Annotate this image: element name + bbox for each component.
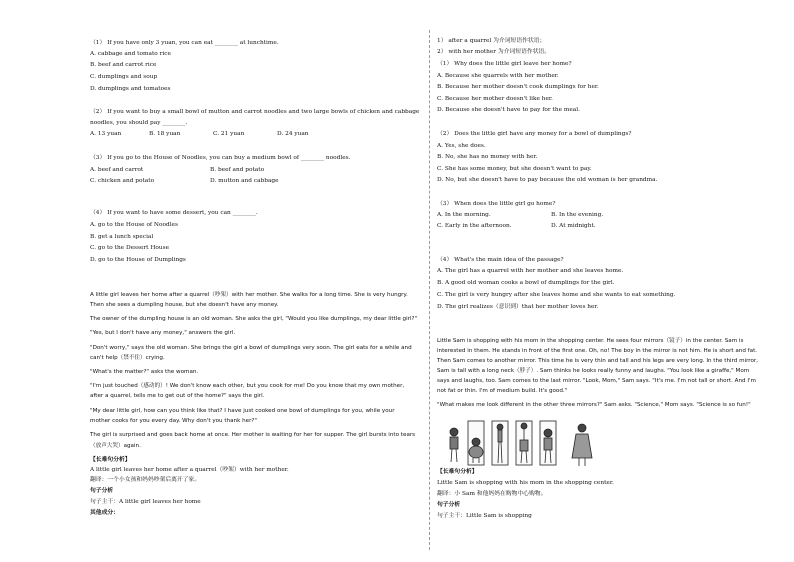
mirror-short-fat [468, 421, 484, 465]
question-1-stem: （1） Why does the little girl leave her home? [437, 61, 572, 67]
option-c: C. She has some money, but she doesn't want to pay. [437, 166, 592, 172]
analysis-heading: 【长难句分析】 [437, 469, 478, 475]
analysis-label: 句子分析 [90, 488, 114, 494]
option-d: D. The girl realizes（意识到）that her mother loves her. [437, 304, 599, 310]
mirror-thin-tall [492, 421, 508, 465]
option-c: C. Because her mother doesn't like her. [437, 96, 553, 102]
story-line: after a quarrel, tells me to get out of the home?" says the girl. [90, 393, 265, 399]
question-4-stem: （4） If you want to have some dessert, you can ________. [90, 210, 258, 216]
option-c: C. 21 yuan [213, 131, 245, 137]
mirror-normal [540, 421, 556, 465]
option-b: B. Because her mother doesn't cook dumplings for her. [437, 84, 599, 90]
option-b: B. beef and potato [210, 167, 265, 173]
story-line: The owner of the dumpling house is an old woman. She asks the girl, "Would you like dumplings, my dear little girl?" [90, 316, 418, 322]
option-d: D. At midnight. [551, 223, 596, 229]
story-line: "What's the matter?" asks the woman. [90, 369, 199, 375]
option-a: A. 13 yuan [90, 131, 122, 137]
option-b: B. 18 yuan [149, 131, 181, 137]
mirrors-illustration [442, 418, 612, 470]
option-b: B. A good old woman cooks a bowl of dumplings for the girl. [437, 280, 615, 286]
story-line: "Yes, but I don't have any money," answers the girl. [90, 330, 236, 336]
analysis-main: 句子主干：A little girl leaves her home [90, 499, 201, 505]
option-c: C. dumplings and soup [90, 74, 158, 80]
analysis-main: 句子主干：Little Sam is shopping [437, 513, 532, 519]
option-d: D. Because she doesn't have to pay for the meal. [437, 107, 580, 113]
story-line: can't help（禁不住）crying. [90, 355, 165, 361]
option-a: A. The girl has a quarrel with her mother and she leaves home. [437, 268, 624, 274]
question-2-stem: （2） Does the little girl have any money for a bowl of dumplings? [437, 131, 632, 137]
option-a: A. Because she quarrels with her mother. [437, 73, 559, 79]
story-line: "I'm just touched（感动的）! We don't know each other, but you cook for me! Do you know that my own mother, [90, 383, 405, 389]
option-c: C. Early in the afternoon. [437, 223, 512, 229]
column-divider [429, 30, 430, 550]
analysis-label: 句子分析 [437, 502, 461, 508]
question-1-stem: （1） If you have only 3 yuan, you can eat ________ at lunchtime. [90, 40, 279, 46]
option-d: D. No, but she doesn't have to pay because the old woman is her grandma. [437, 177, 658, 183]
option-c: C. The girl is very hungry after she leaves home and she wants to eat something. [437, 292, 676, 298]
analysis-other: 其他成分： [90, 510, 119, 516]
option-a: A. Yes, she does. [437, 143, 486, 149]
option-a: A. beef and carrot [90, 167, 144, 173]
option-d: D. go to the House of Dumplings [90, 257, 186, 263]
question-3-stem: （3） When does the little girl go home? [437, 201, 556, 207]
question-2-stem: （2） If you want to buy a small bowl of mutton and carrot noodles and two large bowls of chicken and cabbage [90, 109, 420, 115]
analysis-translation: 翻译：小 Sam 和他妈妈在购物中心购物。 [437, 491, 547, 497]
analysis-sentence: A little girl leaves her home after a quarrel（吵架）with her mother. [90, 467, 289, 473]
story-line: The girl is surprised and goes back home at once. Her mother is waiting for her for supper. The girl bursts into tears [90, 432, 416, 438]
story-line: Then she sees a dumpling house, but she doesn't have any money. [90, 302, 279, 308]
story-line: says and laughs, too. Sam comes to the last mirror. "Look, Mom," Sam says. "It's me. I'm not tall or short. And I'm [437, 378, 756, 384]
story-line: "What makes me look different in the other three mirrors?" Sam asks. "Science," Mom says. "Science is so fun!" [437, 402, 751, 408]
option-b: B. No, she has no money with her. [437, 154, 538, 160]
story-line: mother cooks for you every day. Why don't you thank her?" [90, 418, 257, 424]
analysis-sentence: Little Sam is shopping with his mom in the shopping center. [437, 480, 614, 486]
story-line: Sam is tall with a long neck（脖子）. Sam thinks he looks really funny and laughs. "You look like a giraffe," Mom [437, 368, 750, 374]
story-line: （放声大哭）again. [90, 443, 141, 449]
grammar-note-1: 1） after a quarrel 为介词短语作状语； [437, 38, 546, 44]
story-line: interested in them. He stands in front of the first one. Oh, no! The boy in the mirror is not him. He is short and fat. [437, 348, 758, 354]
question-3-stem: （3） If you go to the House of Noodles, you can buy a medium bowl of ________ noodles. [90, 155, 351, 161]
story-line: Then Sam comes to another mirror. This time he is very thin and tall and his legs are very long. In the third mirror, [437, 358, 758, 364]
grammar-note-2: 2） with her mother 为介词短语作状语。 [437, 49, 551, 55]
option-a: A. In the morning. [437, 212, 491, 218]
story-line: A little girl leaves her home after a quarrel（吵架）with her mother. She walks for a long time. She is very hungry. [90, 292, 408, 298]
option-a: A. go to the House of Noodles [90, 222, 178, 228]
analysis-translation: 翻译：一个小女孩和妈妈吵架后离开了家。 [90, 477, 201, 483]
mom-figure [572, 424, 592, 466]
option-d: D. dumplings and tomatoes [90, 86, 171, 92]
mirror-long-neck [516, 421, 532, 465]
option-b: B. get a lunch special [90, 234, 154, 240]
option-a: A. cabbage and tomato rice [90, 51, 171, 57]
analysis-heading: 【长难句分析】 [90, 457, 131, 463]
story-line: "Don't worry," says the old woman. She brings the girl a bowl of dumplings very soon. The girl eats for a while and [90, 345, 412, 351]
option-d: D. 24 yuan [277, 131, 309, 137]
option-b: B. beef and carrot rice [90, 62, 157, 68]
story-line: not fat or thin. I'm of medium build. It's good." [437, 388, 568, 394]
story-line: "My dear little girl, how can you think like that? I have just cooked one bowl of dumplings for you, while your [90, 408, 395, 414]
option-c: C. go to the Dessert House [90, 245, 170, 251]
option-b: B. In the evening. [551, 212, 604, 218]
story-line: Little Sam is shopping with his mom in the shopping center. He sees four mirrors（镜子）in the center. Sam is [437, 338, 744, 344]
sam-figure [450, 428, 458, 462]
question-2-stem-cont: noodles, you should pay ________. [90, 120, 188, 126]
option-d: D. mutton and cabbage [210, 178, 279, 184]
option-c: C. chicken and potato [90, 178, 155, 184]
question-4-stem: （4） What's the main idea of the passage? [437, 257, 564, 263]
